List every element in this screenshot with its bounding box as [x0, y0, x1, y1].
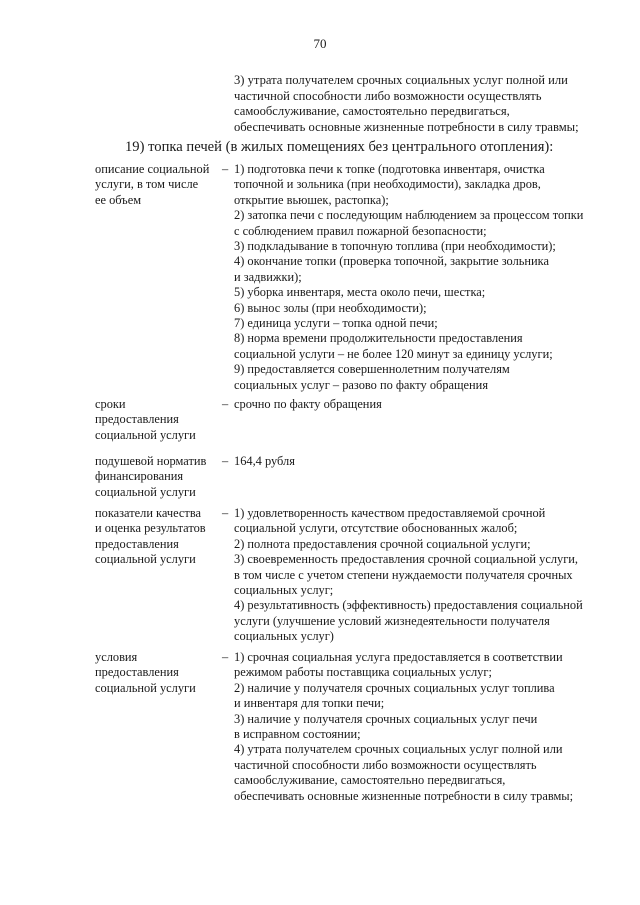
value-line: самообслуживание, самостоятельно передвигаться, — [234, 773, 506, 788]
value-line: 4) окончание топки (проверка топочной, закрытие зольника — [234, 254, 549, 269]
label-line: предоставления — [95, 412, 179, 427]
row-label — [95, 162, 222, 208]
row-label — [95, 506, 222, 568]
page-number: 70 — [313, 36, 327, 51]
label-line: предоставления — [95, 665, 179, 680]
label-line: услуги, в том числе — [95, 177, 199, 192]
label-line: подушевой норматив — [95, 454, 207, 468]
dash-separator: – — [222, 162, 229, 176]
dash-separator: – — [222, 397, 229, 411]
value-line: 9) предоставляется совершеннолетним получателям — [234, 362, 510, 377]
dash-separator: – — [222, 650, 229, 664]
label-line: социальной услуги — [95, 484, 196, 499]
label-line: ее объем — [95, 192, 142, 207]
value-line: и инвентаря для топки печи; — [234, 696, 385, 711]
value-line: услуги (улучшение условий жизнедеятельности получателя — [234, 613, 550, 628]
value-line: в исправном состоянии; — [234, 727, 361, 742]
row-value — [234, 162, 604, 393]
value-line: 2) наличие у получателя срочных социальных услуг топлива — [234, 680, 555, 695]
value-line: социальной услуги – не более 120 минут за единицу услуги; — [234, 346, 553, 361]
value-line: социальных услуг – разово по факту обращения — [234, 377, 489, 392]
value-line: 1) удовлетворенность качеством предоставляемой срочной — [234, 506, 546, 520]
value-line: режимом работы поставщика социальных услуг; — [234, 665, 492, 680]
dash-separator: – — [222, 454, 229, 468]
row-value — [234, 650, 604, 804]
dash-separator: – — [222, 506, 229, 520]
value-line: открытие вьюшек, растопка); — [234, 192, 389, 207]
label-line: показатели качества — [95, 506, 202, 520]
value-line: 3) своевременность предоставления срочной социальной услуги, — [234, 552, 579, 567]
value-line: срочно по факту обращения — [234, 397, 382, 411]
label-line: условия — [95, 650, 138, 664]
row-value — [234, 506, 604, 645]
value-line: 7) единица услуги – топка одной печи; — [234, 316, 438, 331]
value-line: топочной и зольника (при необходимости), закладка дров, — [234, 177, 541, 192]
value-line: 4) результативность (эффективность) предоставления социальной — [234, 598, 583, 613]
value-line: обеспечивать основные жизненные потребности в силу травмы; — [234, 788, 574, 803]
value-line: 8) норма времени продолжительности предоставления — [234, 331, 523, 346]
intro-line: обеспечивать основные жизненные потребности в силу травмы; — [234, 119, 579, 134]
label-line: описание социальной — [95, 162, 210, 176]
value-line: 2) затопка печи с последующим наблюдением за процессом топки — [234, 208, 584, 223]
value-line: 4) утрата получателем срочных социальных услуг полной или — [234, 742, 563, 757]
label-line: социальной услуги — [95, 552, 196, 567]
value-line: частичной способности либо возможности осуществлять — [234, 757, 537, 772]
value-line: 2) полнота предоставления срочной социальной услуги; — [234, 536, 531, 551]
row-label — [95, 454, 222, 500]
row-value — [234, 454, 604, 469]
label-line: социальной услуги — [95, 680, 196, 695]
value-line: 1) подготовка печи к топке (подготовка инвентаря, очистка — [234, 162, 545, 176]
label-line: и оценка результатов — [95, 521, 206, 536]
value-line: в том числе с учетом степени нуждаемости получателя срочных — [234, 567, 573, 582]
label-line: предоставления — [95, 536, 179, 551]
value-line: социальных услуг) — [234, 629, 334, 644]
row-value — [234, 397, 604, 412]
label-line: сроки — [95, 397, 126, 411]
value-line: 1) срочная социальная услуга предоставляется в соответствии — [234, 650, 563, 664]
section-title: 19) топка печей (в жилых помещениях без центрального отопления): — [125, 139, 554, 155]
value-line: 5) уборка инвентаря, места около печи, шестка; — [234, 285, 486, 300]
value-line: 164,4 рубля — [234, 454, 295, 468]
row-label — [95, 650, 222, 696]
intro-line: самообслуживание, самостоятельно передвигаться, — [234, 104, 510, 118]
intro-paragraph — [234, 73, 604, 135]
value-line: с соблюдением правил пожарной безопасности; — [234, 223, 487, 238]
value-line: 3) наличие у получателя срочных социальных услуг печи — [234, 711, 538, 726]
intro-line: частичной способности либо возможности осуществлять — [234, 88, 542, 103]
value-line: 3) подкладывание в топочную топлива (при необходимости); — [234, 239, 556, 254]
value-line: социальных услуг; — [234, 583, 334, 598]
intro-line: 3) утрата получателем срочных социальных услуг полной или — [234, 73, 568, 87]
value-line: 6) вынос золы (при необходимости); — [234, 300, 427, 315]
label-line: финансирования — [95, 469, 184, 484]
value-line: и задвижки); — [234, 269, 302, 284]
label-line: социальной услуги — [95, 427, 196, 442]
row-label — [95, 397, 222, 443]
value-line: социальной услуги, отсутствие обоснованных жалоб; — [234, 521, 518, 536]
